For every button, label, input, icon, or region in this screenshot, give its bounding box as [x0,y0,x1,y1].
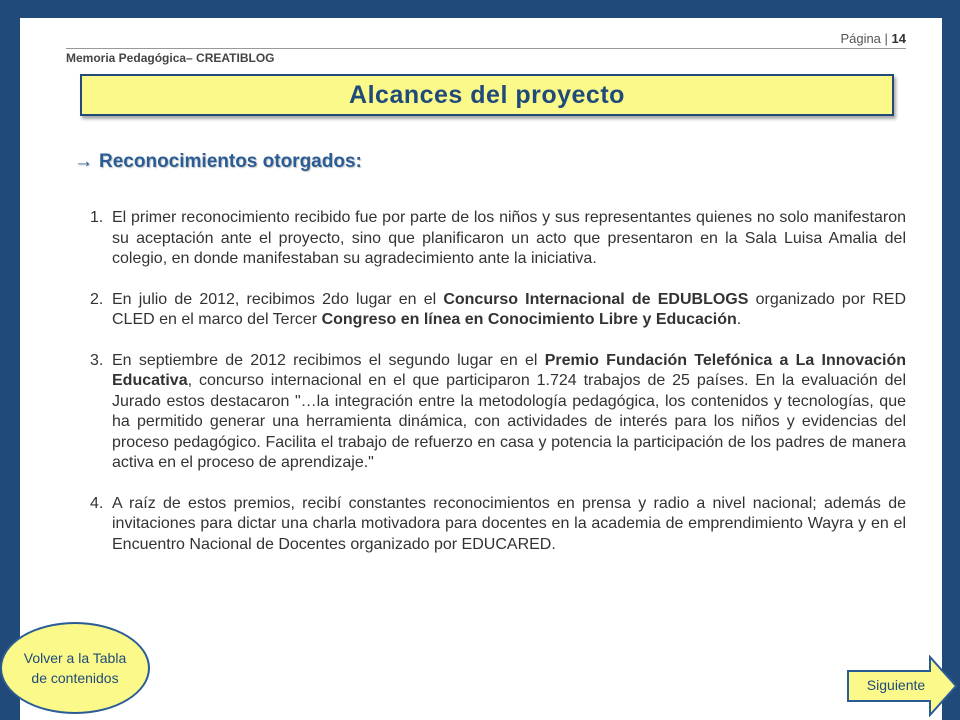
list-item [90,494,906,556]
recognitions-list [90,208,906,575]
text-run: El primer reconocimiento recibido fue por parte de los niños y sus representantes quienes no solo manifestaron su aceptación ante el proyecto, sino que planificaron un acto que presentaron en la Sala Luisa Amalia del colegio, en donde manifestaban su agradecimiento ante la iniciativa. [112,209,906,267]
list-item [90,290,906,331]
list-item-number: 3. [90,351,104,369]
section-heading-colon: : [355,151,362,172]
bold-run: Concurso Internacional de EDUBLOGS [443,290,749,308]
next-button[interactable] [846,655,958,717]
text-run: . [736,311,742,328]
text-run: En julio de 2012, recibimos 2do lugar en el [112,290,444,308]
bold-run: Congreso en línea en Conocimiento Libre y Educación [321,311,737,328]
list-item-number: 2. [90,290,104,308]
page-number [840,31,906,46]
page-title: Alcances del proyecto [349,80,625,109]
section-heading-text: Reconocimientos otorgados [99,151,356,172]
text-run: , concurso internacional en el que participaron 1.724 trabajos de 25 países. En la evaluación del Jurado estos destacaron "…la integración entre la metodología pedagógica, los contenidos y tecnologías, que ha permitido generar una herramienta dinámica, con actividades de interés para los niños y evidencias del proceso pedagógico. Facilita el trabajo de refuerzo en casa y potencia la participación de los padres de manera activa en el proceso de aprendizaje." [112,372,906,471]
list-item-number: 1. [90,209,104,226]
text-run: A raíz de estos premios, recibí constantes reconocimientos en prensa y radio a nivel nacional; además de invitaciones para dictar una charla motivadora para docentes en la academia de emprendimiento Wayra y en el Encuentro Nacional de Docentes organizado por EDUCARED. [112,494,906,553]
list-item-text [112,290,906,331]
back-to-contents-button[interactable] [0,622,150,714]
list-item-text [112,494,906,556]
back-to-contents-label: Volver a la Tabla de contenidos [23,650,127,686]
page-number-value: 14 [891,31,906,46]
arrow-right-icon: → [74,151,93,172]
document-header-title: Memoria Pedagógica– CREATIBLOG [66,51,275,65]
bold-run: Premio Fundación Telefónica a La Innovación Educativa [112,351,906,389]
text-run: organizado por RED CLED en el marco del Tercer [112,290,906,328]
list-item [90,351,906,474]
section-heading [74,151,362,173]
document-page [20,18,942,720]
header-divider [66,48,906,49]
page-label: Página | [840,31,888,46]
next-button-label: Siguiente [866,677,926,693]
list-item-text [112,351,906,474]
list-item-number: 4. [90,494,104,512]
list-item-text [112,208,906,270]
list-item [90,208,906,270]
text-run: En septiembre de 2012 recibimos el segundo lugar en el [112,351,545,369]
page-title-box [80,74,894,116]
